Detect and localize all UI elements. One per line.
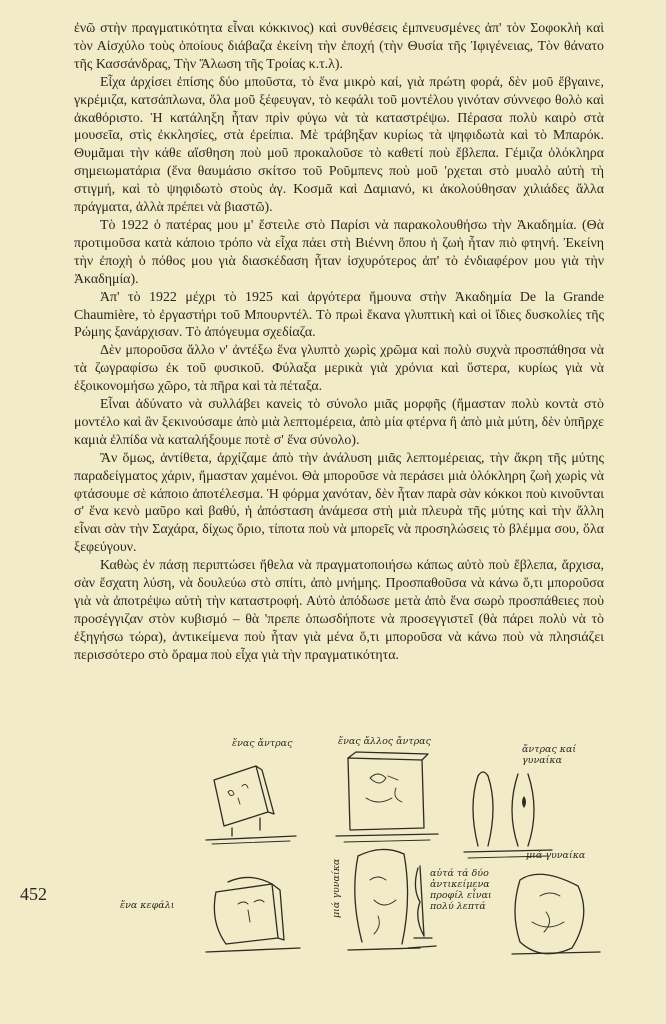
paragraph-6: Εἶναι ἀδύνατο νὰ συλλάβει κανεὶς τὸ σύνολο μιᾶς μορφῆς (ἤμασταν πολὺ κοντὰ στὸ μοντέλο καὶ ἂν ξεκινούσαμε ἀπὸ μιὰ λεπτομέρεια, ἀπὸ μία φτέρνα ἢ ἀπὸ μιὰ μύτη, δὲν ὑπῆρχε καμιὰ ἐλπίδα νὰ καταλήξουμε ποτὲ σ' ἕνα σύνολο).: [74, 397, 604, 448]
caption-profil: αὐτά τά δύο ἀντικείμενα προφίλ εἶναι πολύ λεπτά: [430, 868, 492, 912]
caption-ena-kefali: ἕνα κεφάλι: [120, 900, 175, 911]
paragraph-8: Καθὼς ἐν πάσῃ περιπτώσει ἤθελα νὰ πραγματοποιήσω κάπως αὐτὸ ποὺ ἔβλεπα, ἄρχισα, σὰν ἔσχατη λύση, νὰ δουλεύω στὸ σπίτι, ἀπὸ μνήμης. Προσπαθοῦσα νὰ κάνω ὅ,τι μποροῦσα γιὰ νὰ ἀποτρέψω αὐτὴ τὴν καταστροφή. Αὐτὸ ἀπόδωσε μετὰ ἀπὸ ἕνα σωρὸ προσπάθειες ποὺ προσέγγιζαν στὸν κυβισμό – θὰ 'πρεπε ὁπωσδήποτε νὰ προσεγγιστεῖ (θὰ πάρει πολὺ νὰ τὸ ἐξηγήσω τώρα), ἀντικείμενα ποὺ ἦταν γιὰ μένα ὅ,τι μποροῦσα νὰ κάνω ποὺ νὰ πλησιάζει περισσότερο στὸ ὅραμα ποὺ εἶχα γιὰ τὴν πραγματικότητα.: [74, 558, 604, 663]
sketch-enas-allos-antras: [326, 748, 446, 848]
sketch-enas-antras: [198, 752, 308, 852]
paragraph-4: Ἀπ' τὸ 1922 μέχρι τὸ 1925 καὶ ἀργότερα ἤμουνα στὴν Ἀκαδημία De la Grande Chaumière, τὸ ἐργαστήρι τοῦ Μπουρντέλ. Τὸ πρωὶ ἔκανα γλυπτικὴ καὶ οἱ ἴδιες δυσκολίες τῆς Ρώμης ξανάρχισαν. Τὸ ἀπόγευμα σχεδίαζα.: [74, 289, 604, 341]
caption-enas-allos-antras: ἕνας ἄλλος ἄντρας: [338, 736, 431, 747]
paragraph-2: Εἶχα ἀρχίσει ἐπίσης δύο μποῦστα, τὸ ἕνα μικρὸ καί, γιὰ πρώτη φορά, δὲν μοῦ ἔβγαινε, γκρέμιζα, κατσάπλωνα, ὅλα μοῦ ξέφευγαν, τὸ κεφάλι τοῦ μοντέλου γινόταν σύννεφο θολὸ καὶ ἀκαθόριστο. Ἡ κατάληξη ἦταν πρὶν φύγω νὰ τὰ καταστρέψω. Πέρασα πολὺ καιρὸ στὰ μουσεῖα, στὶς ἐκκλησίες, στὰ ἐρείπια. Μὲ τράβηξαν κυρίως τὰ ψηφιδωτὰ καὶ τὸ Μπαρόκ. Θυμᾶμαι τὴν κάθε αἴσθηση ποὺ μοῦ προκαλοῦσε τὸ καθετί ποὺ ἔβλεπα. Γέμιζα ὁλόκληρα σημειωματάρια (ἕνα θαυμάσιο σκίτσο τοῦ Ροῦμπενς ποὺ μοῦ 'ρχεται στὸ μυαλὸ αὐτὴ τὴ στιγμή, καὶ τὸ ψηφιδωτὸ στοὺς ἁγ. Κοσμᾶ καὶ Δαμιανό, κι ἀκολούθησαν χιλιάδες ἄλλα πράγματα, ἀλλὰ πρέπει νὰ βιαστῶ).: [74, 74, 604, 216]
sketch-mia-gynaika-top: [506, 862, 606, 962]
paragraph-1: ἐνῶ στὴν πραγματικότητα εἶναι κόκκινος) καὶ συνθέσεις ἐμπνευσμένες ἀπ' τὸν Σοφοκλὴ καὶ τὸν Αἰσχύλο τοὺς ὁποίους διάβαζα ἐκείνη τὴν ἐποχή (τὴν Θυσία τῆς Ἰφιγένειας, Τὸν θάνατο τῆς Κασσάνδρας, Τὴν Ἅλωση τῆς Τροίας κ.τ.λ).: [74, 21, 604, 72]
paragraph-3: Τὸ 1922 ὁ πατέρας μου μ' ἔστειλε στὸ Παρίσι νὰ παρακολουθήσω τὴν Ἀκαδημία. (Θὰ προτιμοῦσα κατὰ κάποιο τρόπο νὰ εἶχα πάει στὴ Βιέννη ὅπου ἡ ζωὴ ἦταν πιὸ φτηνή. Ἐκείνη τὴν ἐποχὴ ὁ πόθος μου γιὰ διασκέδαση ἦταν ἰσχυρότερος ἀπ' τὸ ἐνδιαφέρον μου γιὰ τὴν Ἀκαδημία).: [74, 217, 604, 287]
sketch-profil: [400, 856, 440, 956]
caption-mia-gynaika-vertical: μιά γυναίκα: [331, 858, 342, 918]
paragraph-5: Δὲν μποροῦσα ἄλλο ν' ἀντέξω ἕνα γλυπτὸ χωρὶς χρῶμα καὶ πολὺ συχνὰ προσπάθησα νὰ τὰ ζωγραφίσω ἐκ τοῦ φυσικοῦ. Φύλαξα μερικὰ γιὰ χρόνια καὶ ὕστερα, κυρίως γιὰ νὰ ἐξοικονομήσω χῶρο, τὰ πῆρα καὶ τὰ πέταξα.: [74, 343, 604, 395]
caption-antras-kai-gynaika: ἄντρας καί γυναίκα: [522, 744, 577, 766]
caption-enas-antras: ἕνας ἄντρας: [232, 738, 293, 749]
page-number: 452: [20, 884, 47, 904]
sketch-ena-kefali: [198, 852, 308, 962]
paragraph-7: Ἂν ὅμως, ἀντίθετα, ἀρχίζαμε ἀπὸ τὴν ἀνάλυση μιᾶς λεπτομέρειας, τὴν ἄκρη τῆς μύτης παραδείγματος χάριν, ἤμασταν χαμένοι. Θὰ μποροῦσε νὰ περάσει μιὰ ὁλόκληρη ζωὴ χωρὶς νὰ φτάσουμε σὲ κάποιο ἀποτέλεσμα. Ἡ φόρμα χανόταν, δὲν ἦταν παρὰ σὰν κόκκοι ποὺ κινοῦνται σ' ἕνα κενὸ μαῦρο καὶ βαθύ, ἡ ἀπόσταση ἀνάμεσα στὴ μιὰ πλευρὰ τῆς μύτης καὶ τὴν ἄλλη εἶναι σὰν τὴν Σαχάρα, δίχως ὅριο, τίποτα ποὺ νὰ μπορεῖς νὰ προσηλώσεις τὸ βλέμμα σου, ὅλα ξεφεύγουν.: [74, 450, 604, 556]
body-text: [74, 20, 604, 665]
caption-mia-gynaika-top: μιά γυναίκα: [526, 850, 586, 861]
